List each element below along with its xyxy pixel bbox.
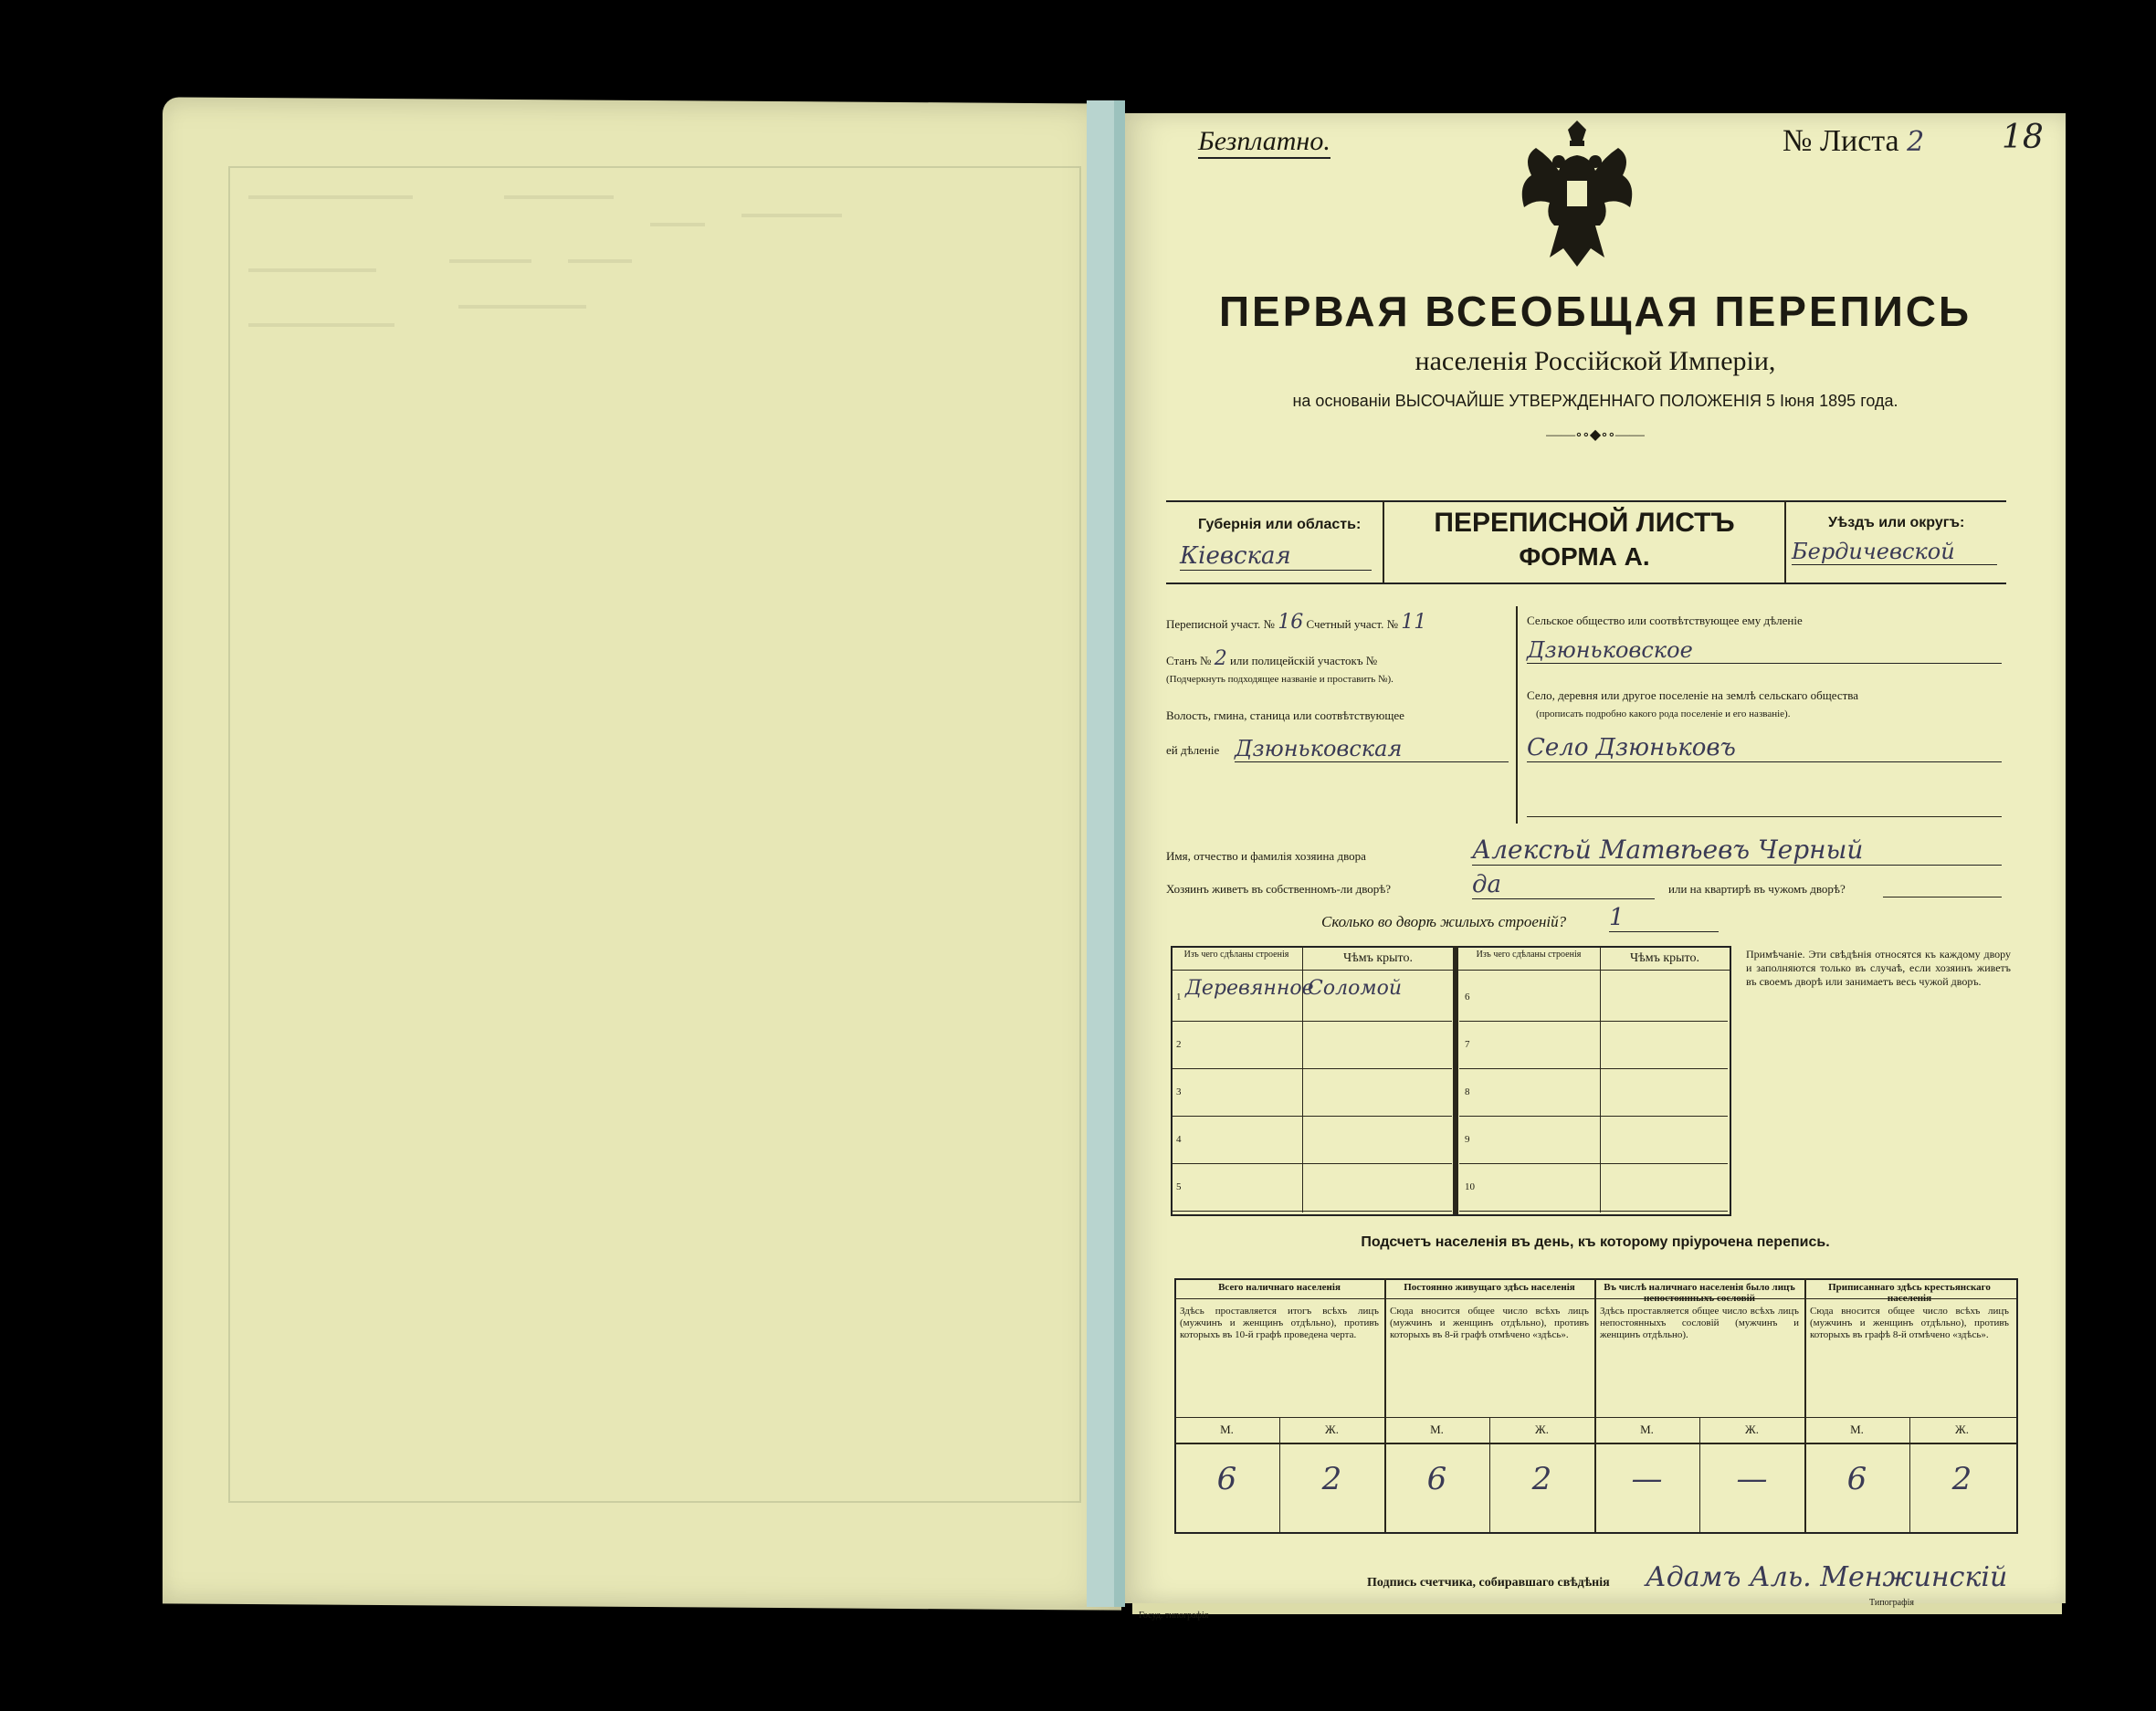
buildings-row-number: 7 <box>1465 1039 1470 1050</box>
buildings-row-divider <box>1459 1211 1728 1212</box>
selo-label: Село, деревня или другое поселеніе на землѣ сельскаго общества <box>1527 688 1859 702</box>
buildings-row-number: 4 <box>1176 1134 1182 1145</box>
buildings-row-divider <box>1459 1068 1728 1069</box>
form-title: ПЕРЕПИСНОЙ ЛИСТЪ <box>1434 508 1735 538</box>
schetny-label: Счетный участ. № <box>1306 617 1399 631</box>
buildings-count-label: Сколько во дворѣ жилыхъ строеній? <box>1321 913 1567 930</box>
count-table-header: Всего наличнаго населенія <box>1218 1282 1341 1293</box>
uchastok-line <box>1166 611 1513 634</box>
buildings-col-material-2: Изъ чего сдѣланы строенія <box>1476 950 1582 960</box>
selo-note: (прописать подробно какого рода поселеніе и его названіе). <box>1536 709 1791 719</box>
own-yard-label: Хозяинъ живетъ въ собственномъ-ли дворѣ? <box>1166 882 1392 896</box>
sheet-number <box>1783 124 1924 159</box>
free-label: Безплатно. <box>1198 126 1330 159</box>
buildings-row-divider <box>1173 1021 1452 1022</box>
buildings-col-material: Изъ чего сдѣланы строенія <box>1183 950 1289 960</box>
stan-label: Станъ № <box>1166 654 1212 667</box>
count-table-value: 6 <box>1426 1461 1447 1497</box>
owner-name-label: Имя, отчество и фамилія хозяина двора <box>1166 849 1366 863</box>
count-table-female-label: Ж. <box>1955 1422 1969 1436</box>
buildings-row-roof: Соломой <box>1308 977 1402 1000</box>
gubernia-label: Губернія или область: <box>1198 517 1362 532</box>
spine-edge <box>1114 100 1125 1607</box>
count-table-description: Здѣсь проставляется итогъ всѣхъ лицъ (мужчинъ и женщинъ отдѣльно), противъ которыхъ въ 10-й графѣ проведена черта. <box>1180 1306 1379 1340</box>
uchastok-label: Переписной участ. № <box>1166 617 1275 631</box>
own-yard-value: да <box>1472 871 1655 899</box>
archive-page-number: 18 <box>2002 119 2044 156</box>
buildings-row-divider <box>1173 1116 1452 1117</box>
sheet-number-value: 2 <box>1907 126 1925 158</box>
count-table-value: 2 <box>1531 1461 1552 1497</box>
buildings-row-number: 3 <box>1176 1086 1182 1097</box>
count-table-value: 6 <box>1216 1461 1237 1497</box>
buildings-row-number: 6 <box>1465 992 1470 1002</box>
underline-note: (Подчеркнуть подходящее названіе и проставить №). <box>1166 674 1394 685</box>
selo-value: Село Дзюньковъ <box>1527 734 2002 762</box>
buildings-row-divider <box>1459 1021 1728 1022</box>
buildings-row-number: 1 <box>1176 992 1182 1002</box>
count-table-male-label: М. <box>1640 1422 1654 1436</box>
count-table-value: — <box>1631 1461 1663 1497</box>
signature-label: Подпись счетчика, собиравшаго свѣдѣнія <box>1367 1576 1610 1590</box>
count-table-value: 2 <box>1951 1461 1972 1497</box>
imperial-eagle-emblem <box>1513 121 1641 271</box>
buildings-row-divider <box>1173 1211 1452 1212</box>
printer-right: Типографія <box>1869 1598 1914 1608</box>
count-table-title: Подсчетъ населенія въ день, къ которому пріурочена перепись. <box>1361 1234 1830 1250</box>
obshchestvo-label: Сельское общество или соотвѣтствующее ему дѣленіе <box>1527 614 1803 627</box>
count-table-header: Постоянно живущаго здѣсь населенія <box>1404 1282 1575 1293</box>
buildings-row-divider <box>1173 1163 1452 1164</box>
obshchestvo-value: Дзюньковское <box>1527 637 2002 664</box>
count-table-male-label: М. <box>1850 1422 1864 1436</box>
count-table-female-label: Ж. <box>1325 1422 1339 1436</box>
count-table-description: Здѣсь проставляется общее число всѣхъ лицъ непостоянныхъ сословій (мужчинъ и женщинъ отдѣльно). <box>1600 1306 1799 1340</box>
count-table-male-label: М. <box>1220 1422 1234 1436</box>
uezd-label: Уѣздъ или округъ: <box>1828 515 1965 530</box>
signature-value: Адамъ Аль. Менжинскій <box>1646 1561 2008 1593</box>
buildings-row-number: 5 <box>1176 1181 1182 1192</box>
gubernia-value: Кіевская <box>1180 542 1372 571</box>
count-table-header: Приписаннаго здѣсь крестьянскаго населенія <box>1828 1282 1991 1304</box>
buildings-row-number: 8 <box>1465 1086 1470 1097</box>
buildings-row-divider <box>1173 1068 1452 1069</box>
volost-value: Дзюньковская <box>1235 736 1509 762</box>
uchastok-value: 16 <box>1278 611 1304 634</box>
count-table-female-label: Ж. <box>1745 1422 1759 1436</box>
count-table-value: 6 <box>1846 1461 1867 1497</box>
count-table-value: 2 <box>1321 1461 1342 1497</box>
count-table-description: Сюда вносится общее число всѣхъ лицъ (мужчинъ и женщинъ отдѣльно), противъ которыхъ въ 8-й графѣ отмѣчено «здѣсь». <box>1390 1306 1589 1340</box>
left-page-bleed-frame <box>228 166 1081 1503</box>
stan-line <box>1166 647 1513 670</box>
buildings-col-roof-2: Чѣмъ крыто. <box>1630 951 1699 965</box>
census-basis: на основаніи ВЫСОЧАЙШЕ УТВЕРЖДЕННАГО ПОЛОЖЕНІЯ 5 Іюня 1895 года. <box>1292 392 1898 410</box>
buildings-note: Примѣчаніе. Эти свѣдѣнія относятся къ каждому двору и заполняются только въ случаѣ, если хозяинъ живетъ въ своемъ дворѣ или занимаетъ весь чужой дворъ. <box>1746 948 2011 988</box>
census-title: ПЕРВАЯ ВСЕОБЩАЯ ПЕРЕПИСЬ <box>1218 288 1972 335</box>
count-table-description: Сюда вносится общее число всѣхъ лицъ (мужчинъ и женщинъ отдѣльно), противъ которыхъ въ графѣ 8-й отмѣчено «здѣсь». <box>1810 1306 2009 1340</box>
buildings-row-number: 9 <box>1465 1134 1470 1145</box>
form-name: ФОРМА А. <box>1519 542 1650 571</box>
census-subtitle: населенія Россійской Имперіи, <box>1415 346 1776 376</box>
count-table-male-label: М. <box>1430 1422 1444 1436</box>
owner-name-value: Алексѣй Матвѣевъ Черный <box>1472 835 2002 866</box>
count-table-value: — <box>1736 1461 1768 1497</box>
volost-label-2: ей дѣленіе <box>1166 743 1220 757</box>
buildings-row-number: 2 <box>1176 1039 1182 1050</box>
census-form-page <box>1125 113 2066 1621</box>
sheet-number-label: № Листа <box>1783 124 1899 158</box>
buildings-row-material: Деревянное <box>1185 977 1314 1000</box>
count-table-header: Въ числѣ наличнаго населенія было лицъ непостоянныхъ сословій <box>1604 1282 1795 1304</box>
buildings-row-number: 10 <box>1465 1181 1475 1192</box>
stan-value: 2 <box>1214 647 1227 670</box>
buildings-col-roof: Чѣмъ крыто. <box>1343 951 1413 965</box>
count-table-female-label: Ж. <box>1535 1422 1549 1436</box>
volost-label: Волость, гмина, станица или соотвѣтствующее <box>1166 709 1404 722</box>
schetny-value: 11 <box>1401 611 1427 634</box>
police-label: или полицейскій участокъ № <box>1229 654 1378 667</box>
printer-left: Госуд. типографія <box>1139 1611 1209 1621</box>
buildings-row-divider <box>1459 1116 1728 1117</box>
buildings-count-value: 1 <box>1609 904 1719 932</box>
uezd-value: Бердичевской <box>1792 539 1997 565</box>
ornament: ——∘∘◆∘∘—— <box>1546 427 1645 443</box>
buildings-row-divider <box>1459 1163 1728 1164</box>
rented-label: или на квартирѣ въ чужомъ дворѣ? <box>1668 882 1846 896</box>
